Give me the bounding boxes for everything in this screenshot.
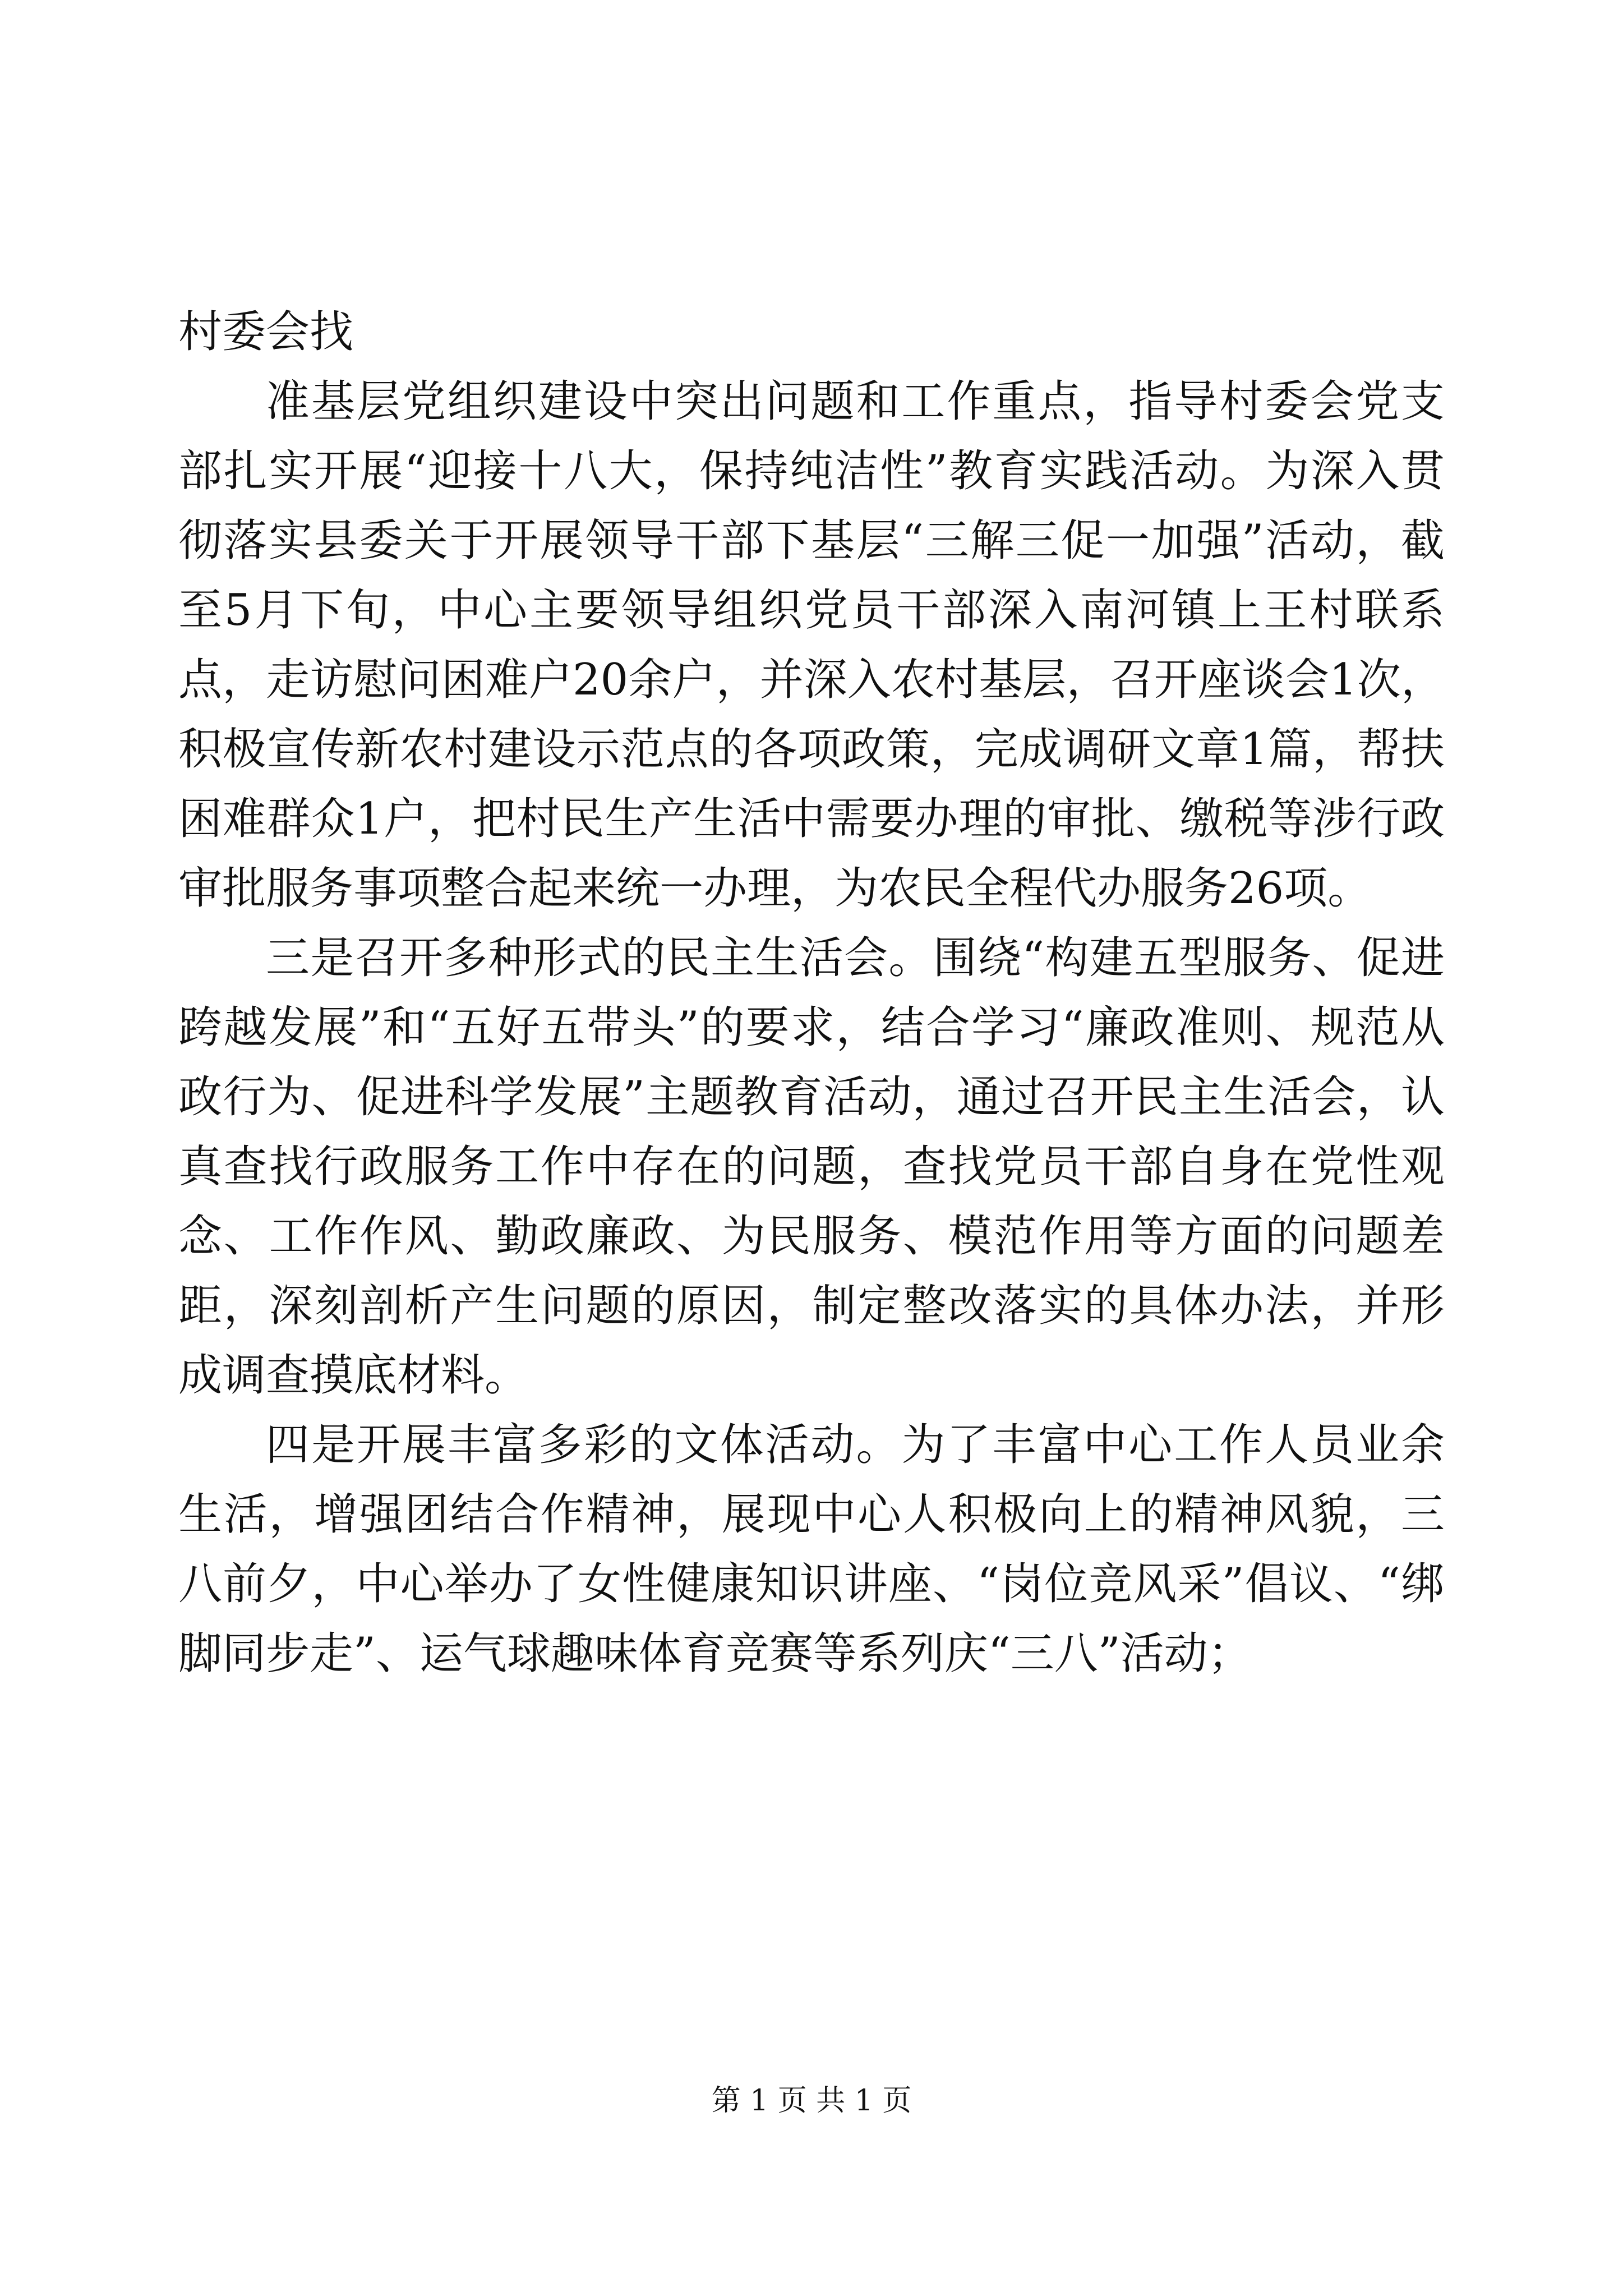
paragraph-democratic-life-meeting: 三是召开多种形式的民主生活会。围绕“构建五型服务、促进跨越发展”和“五好五带头”的要求，结合学习“廉政准则、规范从政行为、促进科学发展”主题教育活动，通过召开民主生活会，认真查找行政服务工作中存在的问题，查找党员干部自身在党性观念、工作作风、勤政廉政、为民服务、模范作用等方面的问题差距，深刻剖析产生问题的原因，制定整改落实的具体办法，并形成调查摸底材料。 — [178, 933, 1445, 1401]
document-body — [178, 297, 1445, 1688]
paragraph-party-building: 准基层党组织建设中突出问题和工作重点，指导村委会党支部扎实开展“迎接十八大，保持纯洁性”教育实践活动。为深入贯彻落实县委关于开展领导干部下基层“三解三促一加强”活动，截至5月下旬，中心主要领导组织党员干部深入南河镇上王村联系点，走访慰问困难户20余户，并深入农村基层，召开座谈会1次，积极宣传新农村建设示范点的各项政策，完成调研文章1篇，帮扶困难群众1户，把村民生产生活中需要办理的审批、缴税等涉行政审批服务事项整合起来统一办理，为农民全程代办服务26项。 — [178, 376, 1445, 914]
page-footer: 第 1 页 共 1 页 — [711, 2084, 912, 2118]
paragraph-continuation: 村委会找 — [178, 307, 354, 357]
paragraph-cultural-activities: 四是开展丰富多彩的文体活动。为了丰富中心工作人员业余生活，增强团结合作精神，展现中心人积极向上的精神风貌，三八前夕，中心举办了女性健康知识讲座、“岗位竞风采”倡议、“绑脚同步走”、运气球趣味体育竞赛等系列庆“三八”活动； — [178, 1420, 1445, 1679]
